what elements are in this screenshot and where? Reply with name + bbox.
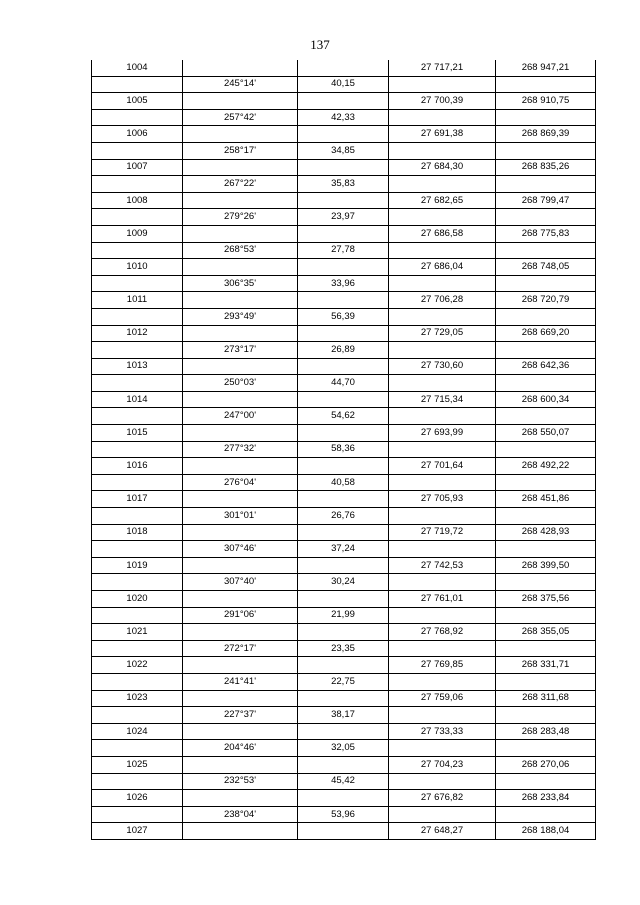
distance-cell [298,192,389,209]
direction-angle-cell: 227°37' [183,707,298,724]
x-coordinate-cell: 27 704,23 [389,756,496,773]
distance-cell [298,325,389,342]
point-number-cell [92,441,183,458]
point-number-cell: 1027 [92,823,183,840]
point-number-cell: 1026 [92,790,183,807]
direction-angle-cell: 301°01' [183,508,298,525]
y-coordinate-cell [496,673,596,690]
point-number-cell [92,275,183,292]
segment-row [92,474,596,491]
x-coordinate-cell: 27 730,60 [389,358,496,375]
direction-angle-cell [183,557,298,574]
distance-cell: 40,58 [298,474,389,491]
x-coordinate-cell [389,342,496,359]
y-coordinate-cell: 268 775,83 [496,225,596,242]
x-coordinate-cell: 27 676,82 [389,790,496,807]
point-number-cell: 1004 [92,60,183,76]
point-number-cell: 1021 [92,624,183,641]
x-coordinate-cell: 27 706,28 [389,292,496,309]
y-coordinate-cell: 268 331,71 [496,657,596,674]
distance-cell: 37,24 [298,541,389,558]
direction-angle-cell [183,657,298,674]
x-coordinate-cell: 27 648,27 [389,823,496,840]
direction-angle-cell: 268°53' [183,242,298,259]
direction-angle-cell [183,723,298,740]
point-number-cell [92,308,183,325]
distance-cell [298,557,389,574]
point-number-cell: 1024 [92,723,183,740]
y-coordinate-cell [496,209,596,226]
point-number-cell [92,574,183,591]
y-coordinate-cell [496,308,596,325]
distance-cell [298,690,389,707]
x-coordinate-cell [389,76,496,93]
direction-angle-cell: 257°42' [183,109,298,126]
segment-row [92,342,596,359]
distance-cell [298,159,389,176]
point-number-cell: 1008 [92,192,183,209]
x-coordinate-cell [389,806,496,823]
x-coordinate-cell: 27 761,01 [389,591,496,608]
y-coordinate-cell [496,740,596,757]
y-coordinate-cell [496,109,596,126]
point-number-cell: 1014 [92,391,183,408]
point-number-cell: 1011 [92,292,183,309]
x-coordinate-cell [389,142,496,159]
direction-angle-cell [183,192,298,209]
distance-cell: 23,35 [298,640,389,657]
segment-row [92,142,596,159]
y-coordinate-cell: 268 869,39 [496,126,596,143]
point-row [92,159,596,176]
direction-angle-cell: 204°46' [183,740,298,757]
point-number-cell [92,508,183,525]
y-coordinate-cell [496,541,596,558]
direction-angle-cell: 306°35' [183,275,298,292]
y-coordinate-cell [496,408,596,425]
point-row [92,790,596,807]
x-coordinate-cell [389,308,496,325]
direction-angle-cell: 273°17' [183,342,298,359]
direction-angle-cell [183,391,298,408]
x-coordinate-cell [389,673,496,690]
point-row [92,225,596,242]
distance-cell: 35,83 [298,176,389,193]
point-row [92,358,596,375]
point-number-cell [92,740,183,757]
y-coordinate-cell [496,342,596,359]
distance-cell [298,93,389,110]
distance-cell: 26,89 [298,342,389,359]
point-number-cell: 1006 [92,126,183,143]
x-coordinate-cell: 27 705,93 [389,491,496,508]
x-coordinate-cell: 27 684,30 [389,159,496,176]
segment-row [92,508,596,525]
y-coordinate-cell: 268 233,84 [496,790,596,807]
segment-row [92,541,596,558]
direction-angle-cell: 250°03' [183,375,298,392]
distance-cell: 38,17 [298,707,389,724]
segment-row [92,673,596,690]
y-coordinate-cell: 268 355,05 [496,624,596,641]
x-coordinate-cell [389,441,496,458]
y-coordinate-cell [496,640,596,657]
y-coordinate-cell [496,76,596,93]
segment-row [92,574,596,591]
x-coordinate-cell: 27 700,39 [389,93,496,110]
y-coordinate-cell [496,275,596,292]
x-coordinate-cell [389,740,496,757]
segment-row [92,275,596,292]
distance-cell: 45,42 [298,773,389,790]
direction-angle-cell [183,159,298,176]
distance-cell: 44,70 [298,375,389,392]
point-row [92,458,596,475]
point-row [92,591,596,608]
y-coordinate-cell [496,474,596,491]
y-coordinate-cell [496,176,596,193]
point-number-cell [92,242,183,259]
direction-angle-cell: 241°41' [183,673,298,690]
distance-cell [298,756,389,773]
point-number-cell [92,673,183,690]
point-number-cell [92,640,183,657]
segment-row [92,740,596,757]
point-row [92,690,596,707]
point-number-cell: 1015 [92,425,183,442]
point-number-cell [92,142,183,159]
x-coordinate-cell [389,408,496,425]
segment-row [92,607,596,624]
direction-angle-cell [183,823,298,840]
point-number-cell [92,209,183,226]
direction-angle-cell [183,259,298,276]
x-coordinate-cell: 27 693,99 [389,425,496,442]
point-number-cell: 1017 [92,491,183,508]
y-coordinate-cell: 268 399,50 [496,557,596,574]
x-coordinate-cell [389,707,496,724]
distance-cell [298,225,389,242]
distance-cell: 21,99 [298,607,389,624]
y-coordinate-cell [496,607,596,624]
point-number-cell [92,806,183,823]
y-coordinate-cell: 268 835,26 [496,159,596,176]
direction-angle-cell [183,591,298,608]
x-coordinate-cell: 27 733,33 [389,723,496,740]
point-row [92,93,596,110]
direction-angle-cell [183,425,298,442]
y-coordinate-cell: 268 375,56 [496,591,596,608]
distance-cell: 53,96 [298,806,389,823]
distance-cell: 33,96 [298,275,389,292]
x-coordinate-cell: 27 686,04 [389,259,496,276]
distance-cell: 40,15 [298,76,389,93]
direction-angle-cell [183,225,298,242]
point-row [92,425,596,442]
point-row [92,292,596,309]
direction-angle-cell [183,458,298,475]
direction-angle-cell: 307°40' [183,574,298,591]
segment-row [92,308,596,325]
direction-angle-cell [183,491,298,508]
x-coordinate-cell [389,541,496,558]
direction-angle-cell: 307°46' [183,541,298,558]
segment-row [92,408,596,425]
distance-cell [298,126,389,143]
point-number-cell: 1019 [92,557,183,574]
point-row [92,524,596,541]
point-number-cell [92,109,183,126]
y-coordinate-cell [496,707,596,724]
point-number-cell [92,342,183,359]
segment-row [92,707,596,724]
point-number-cell [92,176,183,193]
x-coordinate-cell: 27 759,06 [389,690,496,707]
x-coordinate-cell [389,607,496,624]
direction-angle-cell: 232°53' [183,773,298,790]
distance-cell: 23,97 [298,209,389,226]
y-coordinate-cell [496,441,596,458]
y-coordinate-cell: 268 270,06 [496,756,596,773]
y-coordinate-cell [496,375,596,392]
point-row [92,325,596,342]
distance-cell [298,458,389,475]
distance-cell: 30,24 [298,574,389,591]
direction-angle-cell: 245°14' [183,76,298,93]
distance-cell: 56,39 [298,308,389,325]
y-coordinate-cell: 268 550,07 [496,425,596,442]
direction-angle-cell [183,126,298,143]
direction-angle-cell: 293°49' [183,308,298,325]
point-number-cell: 1009 [92,225,183,242]
point-row [92,557,596,574]
distance-cell: 42,33 [298,109,389,126]
direction-angle-cell: 279°26' [183,209,298,226]
y-coordinate-cell: 268 947,21 [496,60,596,76]
distance-cell: 26,76 [298,508,389,525]
x-coordinate-cell [389,773,496,790]
distance-cell [298,624,389,641]
segment-row [92,76,596,93]
point-row [92,391,596,408]
x-coordinate-cell [389,275,496,292]
page-number: 137 [310,37,330,52]
point-number-cell: 1025 [92,756,183,773]
x-coordinate-cell: 27 729,05 [389,325,496,342]
y-coordinate-cell: 268 428,93 [496,524,596,541]
direction-angle-cell [183,292,298,309]
point-number-cell: 1010 [92,259,183,276]
x-coordinate-cell [389,176,496,193]
point-row [92,723,596,740]
point-number-cell: 1018 [92,524,183,541]
point-row [92,756,596,773]
point-number-cell [92,541,183,558]
segment-row [92,441,596,458]
y-coordinate-cell: 268 720,79 [496,292,596,309]
x-coordinate-cell: 27 768,92 [389,624,496,641]
direction-angle-cell [183,690,298,707]
point-number-cell [92,773,183,790]
point-number-cell [92,607,183,624]
distance-cell [298,823,389,840]
y-coordinate-cell [496,142,596,159]
direction-angle-cell [183,93,298,110]
direction-angle-cell: 267°22' [183,176,298,193]
y-coordinate-cell [496,242,596,259]
direction-angle-cell: 258°17' [183,142,298,159]
x-coordinate-cell [389,375,496,392]
distance-cell [298,723,389,740]
y-coordinate-cell: 268 799,47 [496,192,596,209]
point-number-cell: 1016 [92,458,183,475]
x-coordinate-cell [389,242,496,259]
x-coordinate-cell: 27 701,64 [389,458,496,475]
point-number-cell [92,375,183,392]
segment-row [92,109,596,126]
y-coordinate-cell: 268 451,86 [496,491,596,508]
segment-row [92,242,596,259]
direction-angle-cell: 276°04' [183,474,298,491]
x-coordinate-cell: 27 742,53 [389,557,496,574]
distance-cell [298,60,389,76]
distance-cell: 27,78 [298,242,389,259]
point-row [92,624,596,641]
distance-cell [298,524,389,541]
point-number-cell: 1023 [92,690,183,707]
x-coordinate-cell: 27 717,21 [389,60,496,76]
coordinates-table-body [92,60,596,839]
x-coordinate-cell [389,109,496,126]
direction-angle-cell [183,60,298,76]
distance-cell: 54,62 [298,408,389,425]
direction-angle-cell: 272°17' [183,640,298,657]
point-number-cell [92,76,183,93]
y-coordinate-cell: 268 748,05 [496,259,596,276]
distance-cell: 58,36 [298,441,389,458]
x-coordinate-cell [389,209,496,226]
distance-cell [298,259,389,276]
y-coordinate-cell: 268 311,68 [496,690,596,707]
coordinates-table [91,60,596,840]
distance-cell [298,790,389,807]
direction-angle-cell: 291°06' [183,607,298,624]
segment-row [92,806,596,823]
point-number-cell: 1007 [92,159,183,176]
segment-row [92,773,596,790]
distance-cell: 32,05 [298,740,389,757]
distance-cell [298,425,389,442]
y-coordinate-cell [496,508,596,525]
point-row [92,491,596,508]
y-coordinate-cell: 268 669,20 [496,325,596,342]
distance-cell [298,292,389,309]
direction-angle-cell [183,756,298,773]
y-coordinate-cell: 268 600,34 [496,391,596,408]
x-coordinate-cell: 27 691,38 [389,126,496,143]
y-coordinate-cell [496,806,596,823]
point-number-cell: 1022 [92,657,183,674]
x-coordinate-cell [389,474,496,491]
point-number-cell: 1012 [92,325,183,342]
y-coordinate-cell: 268 492,22 [496,458,596,475]
x-coordinate-cell [389,508,496,525]
x-coordinate-cell: 27 769,85 [389,657,496,674]
y-coordinate-cell [496,773,596,790]
distance-cell [298,491,389,508]
x-coordinate-cell [389,640,496,657]
x-coordinate-cell: 27 715,34 [389,391,496,408]
y-coordinate-cell: 268 283,48 [496,723,596,740]
point-number-cell: 1013 [92,358,183,375]
direction-angle-cell [183,524,298,541]
point-number-cell: 1005 [92,93,183,110]
direction-angle-cell [183,790,298,807]
distance-cell [298,358,389,375]
distance-cell [298,591,389,608]
direction-angle-cell [183,325,298,342]
point-row [92,259,596,276]
direction-angle-cell: 247°00' [183,408,298,425]
x-coordinate-cell: 27 686,58 [389,225,496,242]
segment-row [92,209,596,226]
point-number-cell: 1020 [92,591,183,608]
x-coordinate-cell [389,574,496,591]
y-coordinate-cell: 268 910,75 [496,93,596,110]
x-coordinate-cell: 27 719,72 [389,524,496,541]
segment-row [92,640,596,657]
point-number-cell [92,408,183,425]
direction-angle-cell [183,624,298,641]
point-number-cell [92,707,183,724]
y-coordinate-cell: 268 642,36 [496,358,596,375]
point-row [92,823,596,840]
direction-angle-cell: 277°32' [183,441,298,458]
y-coordinate-cell [496,574,596,591]
segment-row [92,176,596,193]
direction-angle-cell [183,358,298,375]
distance-cell [298,391,389,408]
segment-row [92,375,596,392]
x-coordinate-cell: 27 682,65 [389,192,496,209]
point-row [92,60,596,76]
point-row [92,657,596,674]
distance-cell: 34,85 [298,142,389,159]
distance-cell [298,657,389,674]
distance-cell: 22,75 [298,673,389,690]
point-number-cell [92,474,183,491]
direction-angle-cell: 238°04' [183,806,298,823]
point-row [92,126,596,143]
y-coordinate-cell: 268 188,04 [496,823,596,840]
point-row [92,192,596,209]
